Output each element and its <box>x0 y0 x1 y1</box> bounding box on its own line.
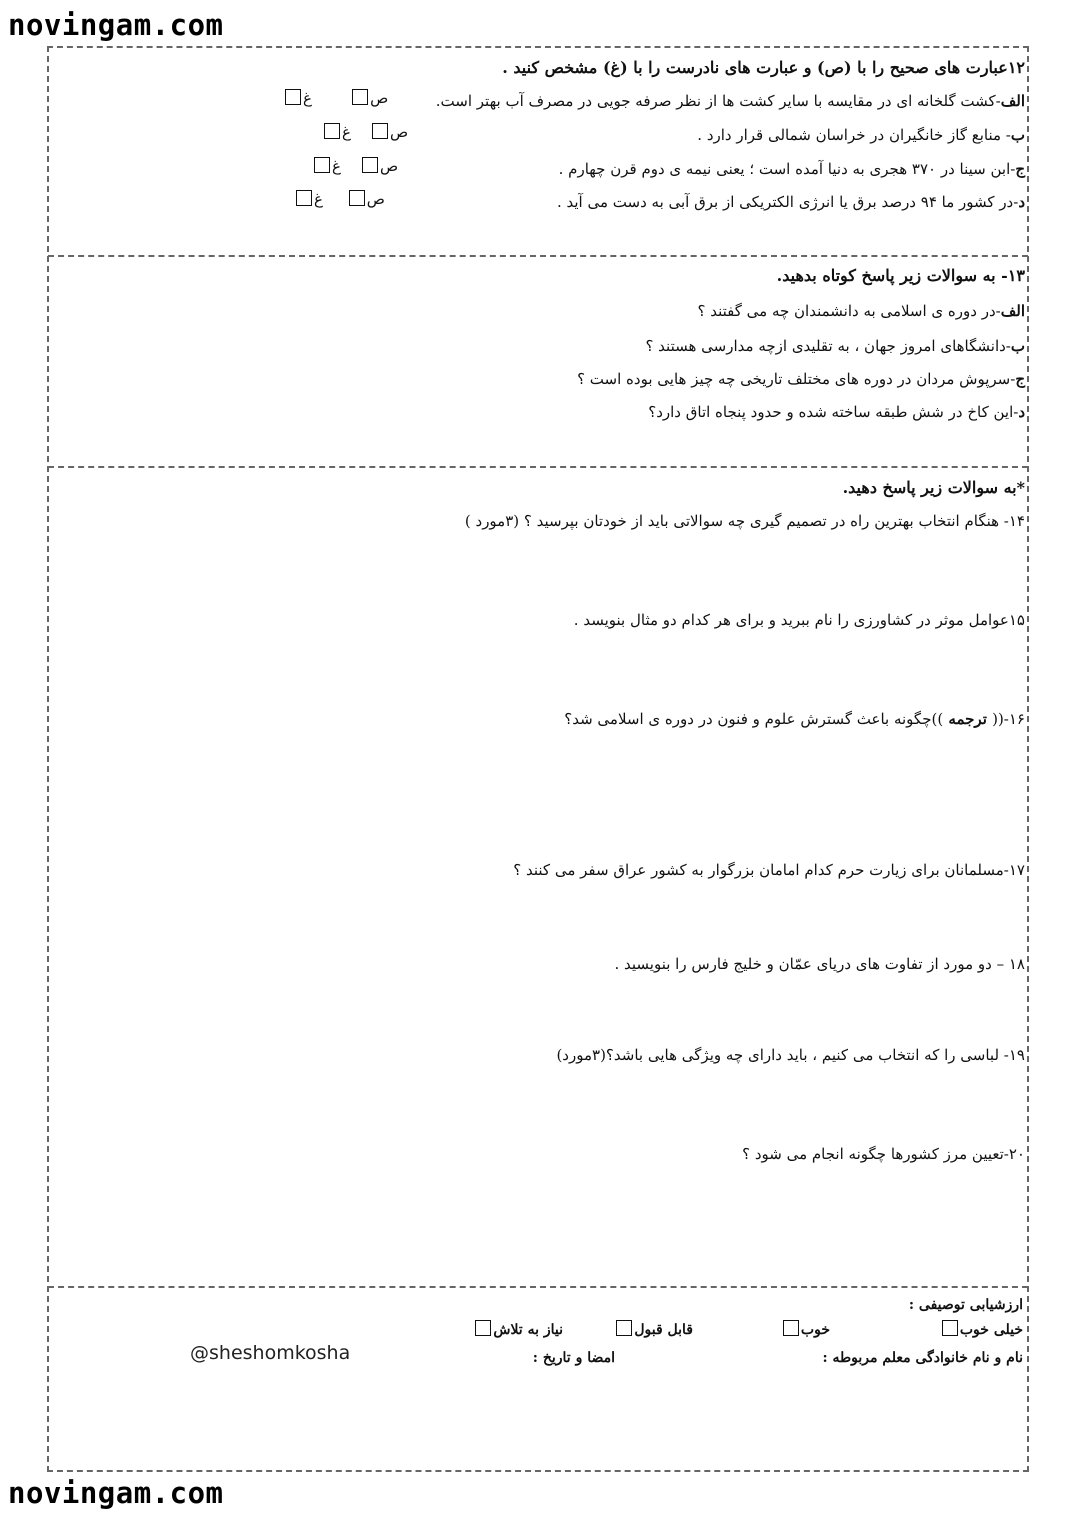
false-checkbox[interactable] <box>314 157 330 173</box>
q16-bold: ترجمه <box>943 710 993 728</box>
social-handle: @sheshomkosha <box>190 1342 351 1364</box>
divider <box>48 255 1028 257</box>
divider <box>48 1286 1028 1288</box>
item-letter: ج <box>1015 370 1025 388</box>
false-checkbox[interactable] <box>285 89 301 105</box>
section12-item <box>697 126 1025 144</box>
item-text: -در دوره ی اسلامی به دانشمندان چه می گفتند ؟ <box>697 302 1001 320</box>
item-letter: الف <box>1000 302 1025 320</box>
true-label: ص <box>370 89 389 107</box>
option-checkbox[interactable] <box>783 1320 799 1336</box>
teacher-name-label: نام و نام خانوادگی معلم مربوطه : <box>822 1350 1023 1366</box>
option-checkbox[interactable] <box>475 1320 491 1336</box>
false-label: غ <box>342 123 351 141</box>
false-checkbox[interactable] <box>296 190 312 206</box>
false-label: غ <box>314 190 323 208</box>
item-text: -در کشور ما ۹۴ درصد برق یا انرژی الکتریکی از برق آبی به دست می آید . <box>556 193 1019 211</box>
question-19: ۱۹- لباسی را که انتخاب می کنیم ، باید دارای چه ویژگی هایی باشد؟(۳مورد) <box>556 1046 1025 1064</box>
option-label: نیاز به تلاش <box>493 1322 563 1338</box>
true-label: ص <box>380 157 399 175</box>
watermark-bottom: novingam.com <box>8 1476 224 1510</box>
section13-title: ۱۳- به سوالات زیر پاسخ کوتاه بدهید. <box>776 266 1025 285</box>
item-letter: ب <box>1010 126 1025 144</box>
question-20: ۲۰-تعیین مرز کشورها چگونه انجام می شود ؟ <box>742 1145 1025 1163</box>
page-frame <box>47 46 1029 1472</box>
item-letter: الف <box>1000 92 1025 110</box>
item-letter: ب <box>1010 337 1025 355</box>
true-label: ص <box>366 190 385 208</box>
item-letter: د <box>1018 193 1025 211</box>
true-false-choice <box>283 89 388 107</box>
section12-item <box>559 160 1025 178</box>
question-14: ۱۴- هنگام انتخاب بهترین راه در تصمیم گیری چه سوالاتی باید از خودتان بپرسید ؟ (۳مورد ) <box>464 512 1025 530</box>
true-checkbox[interactable] <box>352 89 368 105</box>
q16-suffix: ))چگونه باعث گسترش علوم و فنون در دوره ی اسلامی شد؟ <box>564 710 944 728</box>
section12-title: ۱۲عبارت های صحیح را با (ص) و عبارت های نادرست را با (غ) مشخص کنید . <box>502 58 1025 77</box>
section13-item <box>697 302 1025 320</box>
item-text: - منابع گاز خانگیران در خراسان شمالی قرار دارد . <box>697 126 1011 144</box>
q16-prefix: ۱۶-(( <box>992 710 1025 728</box>
option-checkbox[interactable] <box>942 1320 958 1336</box>
eval-option-needs-effort <box>473 1320 563 1338</box>
question-16 <box>564 710 1025 728</box>
question-18: ۱۸ – دو مورد از تفاوت های دریای عمّان و خلیج فارس را بنویسید . <box>614 955 1025 973</box>
item-text: -دانشگاهای امروز جهان ، به تقلیدی ازچه مدارسی هستند ؟ <box>645 337 1011 355</box>
false-label: غ <box>303 89 312 107</box>
eval-option-good <box>781 1320 830 1338</box>
true-checkbox[interactable] <box>362 157 378 173</box>
section12-item <box>557 193 1025 211</box>
option-checkbox[interactable] <box>616 1320 632 1336</box>
eval-option-acceptable <box>614 1320 693 1338</box>
item-text: -کشت گلخانه ای در مقایسه با سایر کشت ها از نظر صرفه جویی در مصرف آب بهتر است. <box>435 92 1001 110</box>
item-letter: ج <box>1015 160 1025 178</box>
option-label: خوب <box>800 1322 830 1338</box>
false-label: غ <box>332 157 341 175</box>
watermark-top: novingam.com <box>8 8 224 42</box>
section13-item <box>648 403 1025 421</box>
true-label: ص <box>390 123 409 141</box>
option-label: خیلی خوب <box>959 1322 1023 1338</box>
eval-option-very-good <box>940 1320 1023 1338</box>
evaluation-title: ارزشیابی توصیفی : <box>908 1297 1023 1313</box>
item-text: -سرپوش مردان در دوره های مختلف تاریخی چه چیز هایی بوده است ؟ <box>577 370 1016 388</box>
question-15: ۱۵عوامل موثر در کشاورزی را نام ببرید و برای هر کدام دو مثال بنویسد . <box>573 611 1025 629</box>
section12-item <box>436 92 1025 110</box>
section-rest-title: *به سوالات زیر پاسخ دهید. <box>842 478 1025 497</box>
true-false-choice <box>322 123 408 141</box>
false-checkbox[interactable] <box>324 123 340 139</box>
true-checkbox[interactable] <box>372 123 388 139</box>
question-17: ۱۷-مسلمانان برای زیارت حرم کدام امامان بزرگوار به کشور عراق سفر می کنند ؟ <box>513 861 1025 879</box>
true-false-choice <box>312 157 398 175</box>
section13-item <box>577 370 1025 388</box>
item-text: -این کاخ در شش طبقه ساخته شده و حدود پنجاه اتاق دارد؟ <box>648 403 1019 421</box>
divider <box>48 466 1028 468</box>
item-letter: د <box>1018 403 1025 421</box>
true-checkbox[interactable] <box>349 190 365 206</box>
signature-date-label: امضا و تاریخ : <box>532 1350 615 1366</box>
option-label: قابل قبول <box>634 1322 693 1338</box>
item-text: -ابن سینا در ۳۷۰ هجری به دنیا آمده است ؛ یعنی نیمه ی دوم قرن چهارم . <box>558 160 1016 178</box>
true-false-choice <box>294 190 385 208</box>
section13-item <box>645 337 1025 355</box>
